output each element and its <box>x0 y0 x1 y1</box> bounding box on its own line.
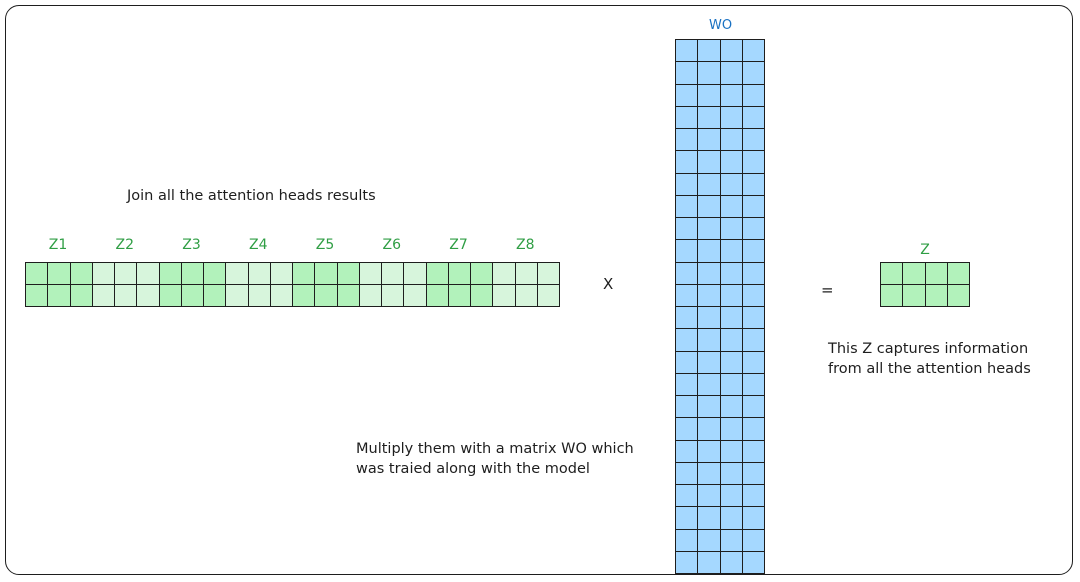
head-cell <box>114 284 137 307</box>
head-cell <box>314 262 337 285</box>
head-cell <box>537 284 560 307</box>
head-cell <box>92 284 115 307</box>
head-cell <box>225 284 248 307</box>
wo-cell <box>720 306 743 329</box>
wo-cell <box>675 217 698 240</box>
wo-cell <box>675 150 698 173</box>
wo-cell <box>697 61 720 84</box>
wo-cell <box>720 417 743 440</box>
wo-cell <box>720 195 743 218</box>
wo-cell <box>720 462 743 485</box>
head-cell <box>181 284 204 307</box>
wo-cell <box>675 195 698 218</box>
head-label-z2: Z2 <box>115 237 134 253</box>
wo-cell <box>720 529 743 552</box>
wo-cell <box>697 417 720 440</box>
head-cell <box>448 262 471 285</box>
head-cell <box>25 262 48 285</box>
wo-cell <box>697 239 720 262</box>
wo-cell <box>675 351 698 374</box>
wo-cell <box>742 284 765 307</box>
wo-cell <box>742 506 765 529</box>
wo-cell <box>742 529 765 552</box>
z-result-matrix <box>880 262 969 306</box>
z-result-label: Z <box>920 242 930 258</box>
wo-cell <box>742 262 765 285</box>
wo-cell <box>697 84 720 107</box>
head-cell <box>136 262 159 285</box>
wo-cell <box>720 351 743 374</box>
z-cell <box>947 262 970 285</box>
z-cell <box>880 262 903 285</box>
wo-cell <box>675 440 698 463</box>
wo-cell <box>742 462 765 485</box>
head-cell <box>381 262 404 285</box>
wo-cell <box>720 395 743 418</box>
head-cell <box>225 262 248 285</box>
wo-cell <box>742 128 765 151</box>
wo-cell <box>697 506 720 529</box>
wo-cell <box>742 306 765 329</box>
wo-matrix <box>675 39 764 573</box>
head-cell <box>537 262 560 285</box>
wo-cell <box>697 551 720 574</box>
wo-cell <box>697 173 720 196</box>
head-cell <box>270 284 293 307</box>
head-label-z8: Z8 <box>516 237 535 253</box>
wo-cell <box>720 61 743 84</box>
wo-cell <box>742 173 765 196</box>
wo-cell <box>742 217 765 240</box>
wo-cell <box>675 262 698 285</box>
head-cell <box>515 284 538 307</box>
wo-cell <box>742 440 765 463</box>
head-cell <box>70 262 93 285</box>
wo-cell <box>697 529 720 552</box>
wo-cell <box>720 217 743 240</box>
wo-cell <box>675 173 698 196</box>
wo-cell <box>742 351 765 374</box>
wo-cell <box>697 150 720 173</box>
head-cell <box>248 262 271 285</box>
wo-cell <box>697 128 720 151</box>
wo-cell <box>675 39 698 62</box>
z-cell <box>925 262 948 285</box>
head-cell <box>47 262 70 285</box>
wo-cell <box>742 84 765 107</box>
wo-cell <box>720 373 743 396</box>
join-heads-caption: Join all the attention heads results <box>127 188 376 204</box>
wo-cell <box>742 395 765 418</box>
wo-cell <box>742 39 765 62</box>
wo-cell <box>675 484 698 507</box>
wo-cell <box>675 128 698 151</box>
head-cell <box>470 262 493 285</box>
head-cell <box>403 284 426 307</box>
wo-cell <box>720 39 743 62</box>
wo-cell <box>697 351 720 374</box>
wo-matrix-label: WO <box>709 18 733 33</box>
z-result-note: This Z captures information from all the attention heads <box>828 341 1031 377</box>
wo-cell <box>697 484 720 507</box>
wo-cell <box>697 306 720 329</box>
wo-cell <box>742 195 765 218</box>
wo-cell <box>697 373 720 396</box>
multiply-symbol: X <box>603 275 614 293</box>
wo-cell <box>742 150 765 173</box>
wo-cell <box>720 150 743 173</box>
wo-cell <box>675 506 698 529</box>
equals-symbol: = <box>821 281 834 299</box>
head-cell <box>515 262 538 285</box>
wo-cell <box>675 61 698 84</box>
z-cell <box>947 284 970 307</box>
head-cell <box>337 262 360 285</box>
head-label-z3: Z3 <box>182 237 201 253</box>
wo-cell <box>675 395 698 418</box>
head-cell <box>448 284 471 307</box>
head-cell <box>359 284 382 307</box>
multiply-note: Multiply them with a matrix WO which was traied along with the model <box>356 441 634 477</box>
wo-cell <box>720 262 743 285</box>
head-label-z1: Z1 <box>48 237 68 253</box>
wo-cell <box>742 61 765 84</box>
head-cell <box>270 262 293 285</box>
head-cell <box>426 262 449 285</box>
wo-cell <box>675 417 698 440</box>
wo-cell <box>720 484 743 507</box>
wo-cell <box>675 106 698 129</box>
wo-cell <box>720 440 743 463</box>
head-cell <box>47 284 70 307</box>
wo-cell <box>720 128 743 151</box>
head-cell <box>25 284 48 307</box>
head-cell <box>337 284 360 307</box>
wo-cell <box>720 328 743 351</box>
head-cell <box>136 284 159 307</box>
head-cell <box>381 284 404 307</box>
wo-cell <box>697 39 720 62</box>
head-label-z5: Z5 <box>315 237 335 253</box>
wo-cell <box>675 373 698 396</box>
head-cell <box>159 284 182 307</box>
wo-cell <box>697 395 720 418</box>
head-cell <box>203 284 226 307</box>
wo-cell <box>720 173 743 196</box>
wo-cell <box>742 551 765 574</box>
head-cell <box>403 262 426 285</box>
z-cell <box>902 284 925 307</box>
head-cell <box>292 262 315 285</box>
wo-cell <box>675 84 698 107</box>
wo-cell <box>742 239 765 262</box>
head-cell <box>314 284 337 307</box>
head-label-z6: Z6 <box>382 237 401 253</box>
head-label-z7: Z7 <box>449 237 468 253</box>
wo-cell <box>697 106 720 129</box>
wo-cell <box>742 484 765 507</box>
head-cell <box>492 262 515 285</box>
head-cell <box>470 284 493 307</box>
wo-cell <box>675 284 698 307</box>
wo-cell <box>675 239 698 262</box>
wo-cell <box>720 284 743 307</box>
head-cell <box>159 262 182 285</box>
wo-cell <box>720 106 743 129</box>
head-cell <box>292 284 315 307</box>
wo-cell <box>720 239 743 262</box>
wo-cell <box>675 328 698 351</box>
z-cell <box>925 284 948 307</box>
head-cell <box>492 284 515 307</box>
z-cell <box>902 262 925 285</box>
wo-cell <box>697 217 720 240</box>
z-cell <box>880 284 903 307</box>
head-cell <box>426 284 449 307</box>
wo-cell <box>697 262 720 285</box>
wo-cell <box>697 462 720 485</box>
wo-cell <box>697 195 720 218</box>
concatenated-z-matrix <box>25 262 559 306</box>
head-cell <box>248 284 271 307</box>
wo-cell <box>742 106 765 129</box>
wo-cell <box>742 373 765 396</box>
wo-cell <box>675 529 698 552</box>
wo-cell <box>742 417 765 440</box>
wo-cell <box>720 84 743 107</box>
wo-cell <box>742 328 765 351</box>
head-cell <box>70 284 93 307</box>
wo-cell <box>675 462 698 485</box>
wo-cell <box>675 551 698 574</box>
head-label-z4: Z4 <box>249 237 268 253</box>
head-cell <box>359 262 382 285</box>
wo-cell <box>697 328 720 351</box>
head-cell <box>181 262 204 285</box>
wo-cell <box>720 506 743 529</box>
head-cell <box>203 262 226 285</box>
wo-cell <box>697 440 720 463</box>
head-cell <box>114 262 137 285</box>
wo-cell <box>720 551 743 574</box>
wo-cell <box>675 306 698 329</box>
head-cell <box>92 262 115 285</box>
wo-cell <box>697 284 720 307</box>
